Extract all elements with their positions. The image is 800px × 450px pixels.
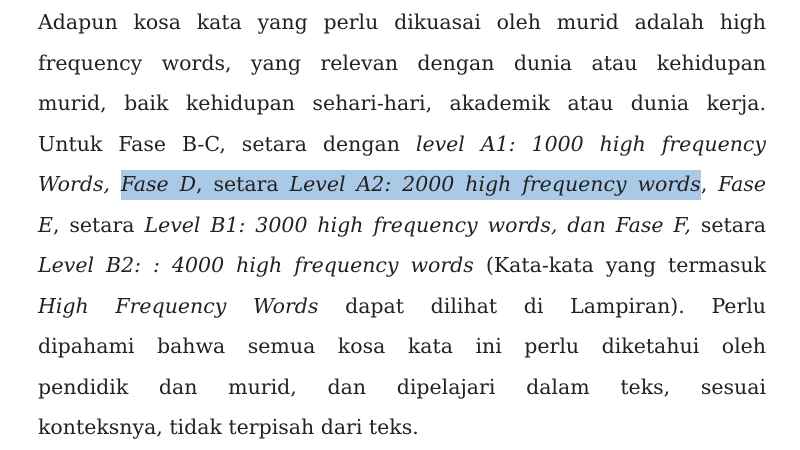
text-run: , setara [52,212,145,237]
text-line [38,2,766,43]
text-run: setara [690,212,767,237]
text-line [38,124,766,165]
text-run: Untuk Fase B-C, setara dengan [38,131,416,156]
highlighted-text: Level A2: 2000 high frequency words [290,170,701,200]
text-line [38,205,766,246]
text-run: dipahami bahwa semua kosa kata ini perlu diketahui oleh [38,334,766,358]
text-run: Adapun kosa kata yang perlu dikuasai oleh murid adalah high [38,10,766,34]
text-run: (Kata-kata yang termasuk [473,253,766,277]
body-paragraph [38,2,766,448]
text-run: E [38,212,53,237]
text-line [38,164,766,205]
text-run: frequency words, yang relevan dengan dunia atau kehidupan [38,50,766,75]
text-line [38,83,766,124]
text-run: konteksnya, tidak terpisah dari teks. [38,415,419,439]
text-run: dapat dilihat di Lampiran). Perlu [318,293,767,318]
highlighted-text: , setara [196,170,290,200]
text-run: pendidik dan murid, dan dipelajari dalam teks, sesuai [38,374,766,399]
text-line [38,286,766,327]
text-run: Level B2: : 4000 high frequency words [38,253,474,277]
text-run: murid, baik kehidupan sehari-hari, akademik atau dunia kerja. [38,91,766,115]
text-run: , [700,172,719,196]
text-line [38,43,766,84]
text-run: Fase [718,172,766,196]
text-line [38,245,766,286]
text-run: level A1: 1000 high frequency [415,131,766,156]
text-run: High Frequency Words [38,293,319,318]
text-line [38,326,766,367]
text-line [38,407,766,448]
text-run: Words, [38,172,121,196]
text-run: Level B1: 3000 high frequency words, dan Fase F, [144,212,691,237]
highlighted-text: Fase D [121,170,196,200]
text-line [38,367,766,408]
